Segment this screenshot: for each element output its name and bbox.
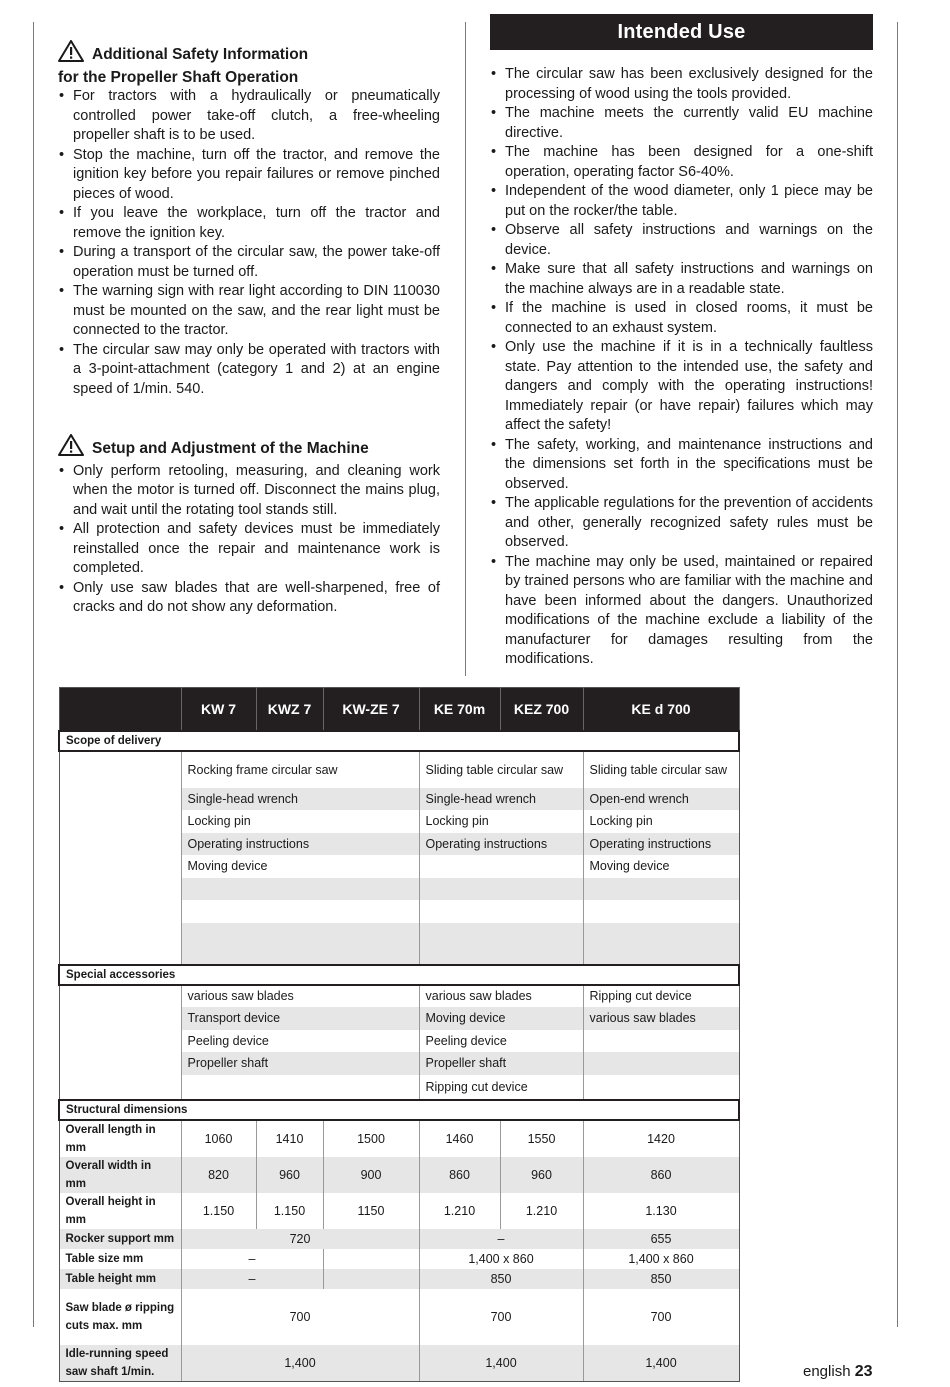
table-cell: – xyxy=(181,1269,323,1289)
table-cell: various saw blades xyxy=(419,985,583,1008)
left-margin-rule xyxy=(33,22,34,1327)
table-cell: 820 xyxy=(181,1157,256,1193)
table-cell xyxy=(181,878,419,901)
table-cell: Propeller shaft xyxy=(419,1052,583,1075)
table-cell: Ripping cut device xyxy=(419,1075,583,1100)
table-cell: 700 xyxy=(181,1289,419,1345)
table-row xyxy=(59,1120,739,1157)
table-cell: 1410 xyxy=(256,1120,323,1157)
table-cell: 720 xyxy=(181,1229,419,1249)
table-cell: Transport device xyxy=(181,1007,419,1030)
table-cell xyxy=(583,1052,739,1075)
table-cell: 1,400 x 860 xyxy=(583,1249,739,1269)
table-cell: 850 xyxy=(583,1269,739,1289)
footer-language: english xyxy=(803,1363,851,1380)
table-cell: 1460 xyxy=(419,1120,500,1157)
table-cell: Moving device xyxy=(181,855,419,878)
table-cell xyxy=(181,923,419,965)
row-label: Saw blade ø ripping cuts max. mm xyxy=(59,1289,181,1345)
list-item: • If the machine is used in closed rooms, it must be connected to an exhaust system. xyxy=(490,299,873,338)
table-cell xyxy=(583,900,739,923)
list-item: • Only perform retooling, measuring, and cleaning work when the motor is turned off. Disconnect the mains plug, and wait until the rotating tool stands still. xyxy=(58,462,440,521)
safety-section-title: Additional Safety Information for the Propeller Shaft Operation xyxy=(58,40,440,87)
left-column xyxy=(58,40,440,618)
row-label: Table size mm xyxy=(59,1249,181,1269)
table-row xyxy=(59,751,739,788)
table-cell: various saw blades xyxy=(181,985,419,1008)
column-divider xyxy=(465,22,466,676)
table-cell: 655 xyxy=(583,1229,739,1249)
table-cell: Moving device xyxy=(583,855,739,878)
table-row xyxy=(59,1193,739,1229)
table-cell: 1,400 x 860 xyxy=(419,1249,583,1269)
table-cell: Operating instructions xyxy=(583,833,739,856)
list-item: • The machine meets the currently valid EU machine directive. xyxy=(490,104,873,143)
table-cell: 1500 xyxy=(323,1120,419,1157)
table-cell xyxy=(583,923,739,965)
table-cell xyxy=(583,1030,739,1053)
list-item: • All protection and safety devices must be immediately reinstalled once the repair and maintenance work is completed. xyxy=(58,520,440,579)
row-label: Rocker support mm xyxy=(59,1229,181,1249)
table-cell xyxy=(419,923,583,965)
table-cell: 700 xyxy=(419,1289,583,1345)
section-row xyxy=(59,1100,739,1120)
table-cell: Ripping cut device xyxy=(583,985,739,1008)
model-header: KW 7 xyxy=(181,688,256,731)
list-item: • The applicable regulations for the prevention of accidents and other, generally recognized safety rules must be observed. xyxy=(490,494,873,553)
table-cell: 1,400 xyxy=(419,1345,583,1382)
row-label: Idle-running speed saw shaft 1/min. xyxy=(59,1345,181,1382)
table-cell: Peeling device xyxy=(181,1030,419,1053)
list-item: • Independent of the wood diameter, only 1 piece may be put on the rocker/the table. xyxy=(490,182,873,221)
list-item: • During a transport of the circular saw, the power take-off operation must be turned off. xyxy=(58,243,440,282)
list-item: • The warning sign with rear light according to DIN 110030 must be mounted on the saw, and the rear light must be connected to the tractor. xyxy=(58,282,440,341)
table-cell: – xyxy=(181,1249,323,1269)
table-row xyxy=(59,1289,739,1345)
right-margin-rule xyxy=(897,22,898,1327)
table-cell: 700 xyxy=(583,1289,739,1345)
table-cell: 860 xyxy=(583,1157,739,1193)
table-cell: 1,400 xyxy=(181,1345,419,1382)
table-cell: Sliding table circular saw xyxy=(419,751,583,788)
list-item: • The circular saw has been exclusively designed for the processing of wood using the tools provided. xyxy=(490,65,873,104)
section-row xyxy=(59,965,739,985)
model-header: KEZ 700 xyxy=(500,688,583,731)
table-cell: 1060 xyxy=(181,1120,256,1157)
row-label: Table height mm xyxy=(59,1269,181,1289)
setup-section-title: Setup and Adjustment of the Machine xyxy=(58,434,440,462)
table-row xyxy=(59,1345,739,1382)
table-cell: Locking pin xyxy=(583,810,739,833)
list-item: • The machine may only be used, maintained or repaired by trained persons who are familiar with the machine and have been informed about the dangers. Unauthorized modifications of the machine exclude a liability of the manufacturer for damages resulting from the modifications. xyxy=(490,553,873,670)
page-number: 23 xyxy=(854,1363,873,1380)
setup-list xyxy=(58,462,440,618)
table-cell: 960 xyxy=(500,1157,583,1193)
table-cell: 860 xyxy=(419,1157,500,1193)
list-item: • Only use saw blades that are well-sharpened, free of cracks and do not show any deformation. xyxy=(58,579,440,618)
table-cell: Operating instructions xyxy=(181,833,419,856)
warning-icon xyxy=(58,434,84,462)
section-label: Special accessories xyxy=(59,965,739,985)
list-item: • Only use the machine if it is in a technically faultless state. Pay attention to the intended use, the safety and dangers and comply with the operating instructions! Immediately repair (or have repair) failures which may affect the safety! xyxy=(490,338,873,436)
section-label: Structural dimensions xyxy=(59,1100,739,1120)
intended-use-heading: Intended Use xyxy=(490,14,873,50)
table-cell: Sliding table circular saw xyxy=(583,751,739,788)
table-cell: 900 xyxy=(323,1157,419,1193)
list-item: • If you leave the workplace, turn off the tractor and remove the ignition key. xyxy=(58,204,440,243)
right-column xyxy=(490,14,873,670)
specifications-table xyxy=(58,687,738,1382)
model-header-row xyxy=(59,688,739,731)
table-cell: Peeling device xyxy=(419,1030,583,1053)
table-row xyxy=(59,985,739,1008)
table-cell: 1550 xyxy=(500,1120,583,1157)
table-cell: 1420 xyxy=(583,1120,739,1157)
safety-list xyxy=(58,87,440,399)
table-cell: various saw blades xyxy=(583,1007,739,1030)
table-cell: Single-head wrench xyxy=(419,788,583,811)
model-header: KWZ 7 xyxy=(256,688,323,731)
warning-icon xyxy=(58,40,84,68)
section-label: Scope of delivery xyxy=(59,731,739,751)
list-item: • The circular saw may only be operated with tractors with a 3-point-attachment (category 1 and 2) at an engine speed of 1/min. 540. xyxy=(58,341,440,400)
table-cell: Moving device xyxy=(419,1007,583,1030)
table-cell xyxy=(181,1075,419,1100)
list-item: • Make sure that all safety instructions and warnings on the machine always are in a readable state. xyxy=(490,260,873,299)
intended-use-list xyxy=(490,65,873,670)
list-item: • The safety, working, and maintenance instructions and the dimensions set forth in the specifications must be observed. xyxy=(490,436,873,495)
table-cell: Rocking frame circular saw xyxy=(181,751,419,788)
table-cell: 1,400 xyxy=(583,1345,739,1382)
list-item: • Observe all safety instructions and warnings on the device. xyxy=(490,221,873,260)
table-cell xyxy=(419,900,583,923)
table-cell: 1.210 xyxy=(419,1193,500,1229)
table-cell: Locking pin xyxy=(181,810,419,833)
list-item: • The machine has been designed for a one-shift operation, operating factor S6-40%. xyxy=(490,143,873,182)
table-cell: 850 xyxy=(419,1269,583,1289)
model-header: KE 70m xyxy=(419,688,500,731)
table-row xyxy=(59,1249,739,1269)
table-cell: 1150 xyxy=(323,1193,419,1229)
list-item: • For tractors with a hydraulically or pneumatically controlled power take-off clutch, a free-wheeling propeller shaft is to be used. xyxy=(58,87,440,146)
row-label: Overall height in mm xyxy=(59,1193,181,1229)
table-cell: 1.150 xyxy=(256,1193,323,1229)
table-cell: 1.130 xyxy=(583,1193,739,1229)
table-cell: Single-head wrench xyxy=(181,788,419,811)
table-cell: Operating instructions xyxy=(419,833,583,856)
table-cell xyxy=(419,878,583,901)
table-cell: 960 xyxy=(256,1157,323,1193)
section-row xyxy=(59,731,739,751)
table-cell xyxy=(583,878,739,901)
table-row xyxy=(59,1157,739,1193)
table-cell: Propeller shaft xyxy=(181,1052,419,1075)
table-cell xyxy=(583,1075,739,1100)
table-cell xyxy=(181,900,419,923)
page-footer xyxy=(803,1363,873,1381)
model-header: KW-ZE 7 xyxy=(323,688,419,731)
row-label: Overall length in mm xyxy=(59,1120,181,1157)
row-label: Overall width in mm xyxy=(59,1157,181,1193)
table-row xyxy=(59,1269,739,1289)
table-cell: 1.150 xyxy=(181,1193,256,1229)
list-item: • Stop the machine, turn off the tractor, and remove the ignition key before you repair failures or remove pinched pieces of wood. xyxy=(58,146,440,205)
table-cell: – xyxy=(419,1229,583,1249)
table-cell: Locking pin xyxy=(419,810,583,833)
table-cell xyxy=(419,855,583,878)
table-cell: Open-end wrench xyxy=(583,788,739,811)
table-cell: 1.210 xyxy=(500,1193,583,1229)
table-row xyxy=(59,1229,739,1249)
model-header: KE d 700 xyxy=(583,688,739,731)
